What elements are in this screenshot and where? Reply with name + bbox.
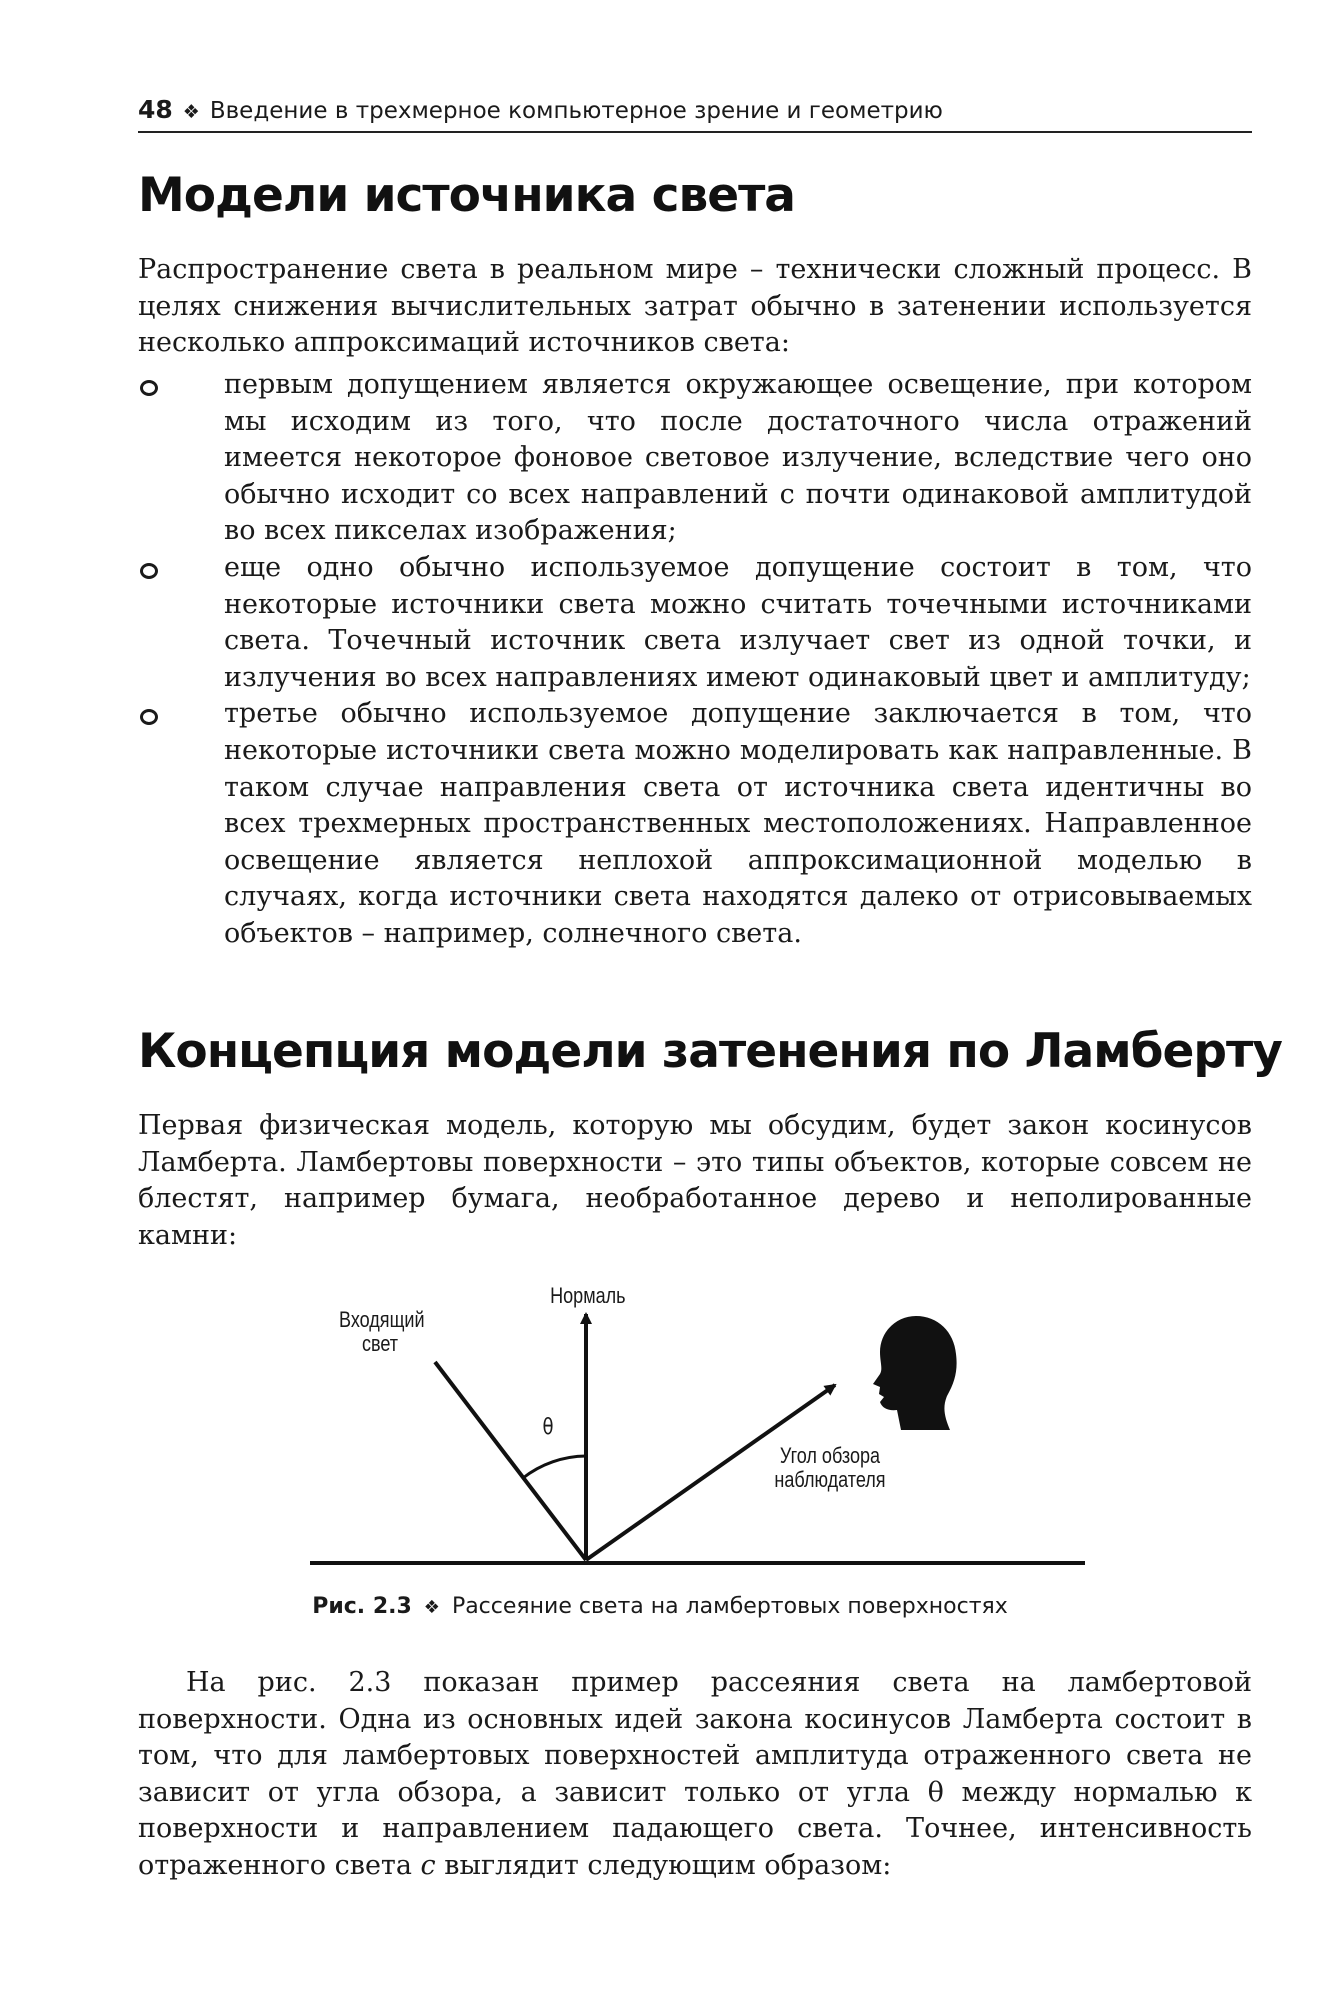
- closing-text-before: На рис. 2.3 показан пример рассеяния света на ламбертовой поверхности. Одна из основных идей закона косинусов Ламберта состоит в том, что для ламбертовых поверхностей амплитуда отраженного света не зависит от угла обзора, а зависит только от угла θ между нормалью к поверхности и направлением падающего света. Точнее, интенсивность отраженного света: [138, 1667, 1252, 1881]
- label-viewer-angle: [773, 1444, 888, 1492]
- label-incoming-line2: свет: [361, 1331, 399, 1356]
- list-item-text: третье обычно используемое допущение заключается в том, что некоторые источники света можно моделировать как направленные. В таком случае направления света от источника света идентичны во всех трехмерных пространственных местоположениях. Направленное освещение является неплохой аппроксимационной моделью в случаях, когда источники света находятся далеко от отрисовываемых объектов – например, солнечного света.: [224, 698, 1252, 949]
- book-title: Введение в трехмерное компьютерное зрение и геометрию: [209, 98, 943, 124]
- label-view-line2: наблюдателя: [774, 1467, 886, 1492]
- caption-separator-icon: ❖: [423, 1597, 440, 1618]
- lambert-paragraph: Первая физическая модель, которую мы обсудим, будет закон косинусов Ламберта. Ламбертовы поверхности – это типы объектов, которые совсем не блестят, например бумага, необработанное дерево и неполированные камни:: [138, 1110, 1252, 1251]
- label-incoming-line1: Входящий: [339, 1307, 425, 1332]
- label-normal: Нормаль: [550, 1283, 626, 1308]
- label-view-line1: Угол обзора: [779, 1443, 881, 1468]
- page-number: 48: [138, 95, 173, 124]
- circle-bullet-icon: [140, 709, 158, 725]
- label-theta: θ: [542, 1415, 554, 1440]
- circle-bullet-icon: [140, 563, 158, 579]
- intro-paragraph: Распространение света в реальном мире – технически сложный процесс. В целях снижения вычислительных затрат обычно в затенении используется несколько аппроксимаций источников света:: [138, 254, 1252, 359]
- section-title-lambert: Концепция модели затенения по Ламберту: [138, 1024, 1282, 1079]
- bullet-list: [138, 367, 1252, 953]
- list-item-text: первым допущением является окружающее освещение, при котором мы исходим из того, что после достаточного числа отражений имеется некоторое фоновое световое излучение, вследствие чего оно обычно исходит со всех направлений с почти одинаковой амплитудой во всех пикселах изображения;: [224, 369, 1252, 547]
- closing-variable: c: [420, 1849, 436, 1881]
- viewer-head-icon: [873, 1316, 957, 1430]
- lambert-figure: [290, 1270, 1090, 1600]
- closing-paragraph: [138, 1665, 1252, 1885]
- running-header: [138, 94, 1252, 133]
- caption-text: Рассеяние света на ламбертовых поверхностях: [451, 1594, 1008, 1619]
- figure-caption: [0, 1592, 1320, 1623]
- closing-text-after: выглядит следующим образом:: [435, 1849, 892, 1881]
- label-incoming-light: [339, 1307, 425, 1356]
- list-item-text: еще одно обычно используемое допущение состоит в том, что некоторые источники света можно считать точечными источниками света. Точечный источник света излучает свет из одной точки, и излучения во всех направлениях имеют одинаковый цвет и амплитуду;: [224, 551, 1252, 693]
- incoming-light-line: [435, 1362, 586, 1560]
- section-title-light-models: Модели источника света: [138, 168, 796, 223]
- header-separator-icon: ❖: [182, 101, 200, 123]
- list-item: [138, 367, 1252, 550]
- theta-arc: [523, 1456, 586, 1478]
- circle-bullet-icon: [140, 380, 158, 396]
- caption-label: Рис. 2.3: [312, 1594, 412, 1619]
- list-item: [138, 550, 1252, 696]
- list-item: [138, 696, 1252, 952]
